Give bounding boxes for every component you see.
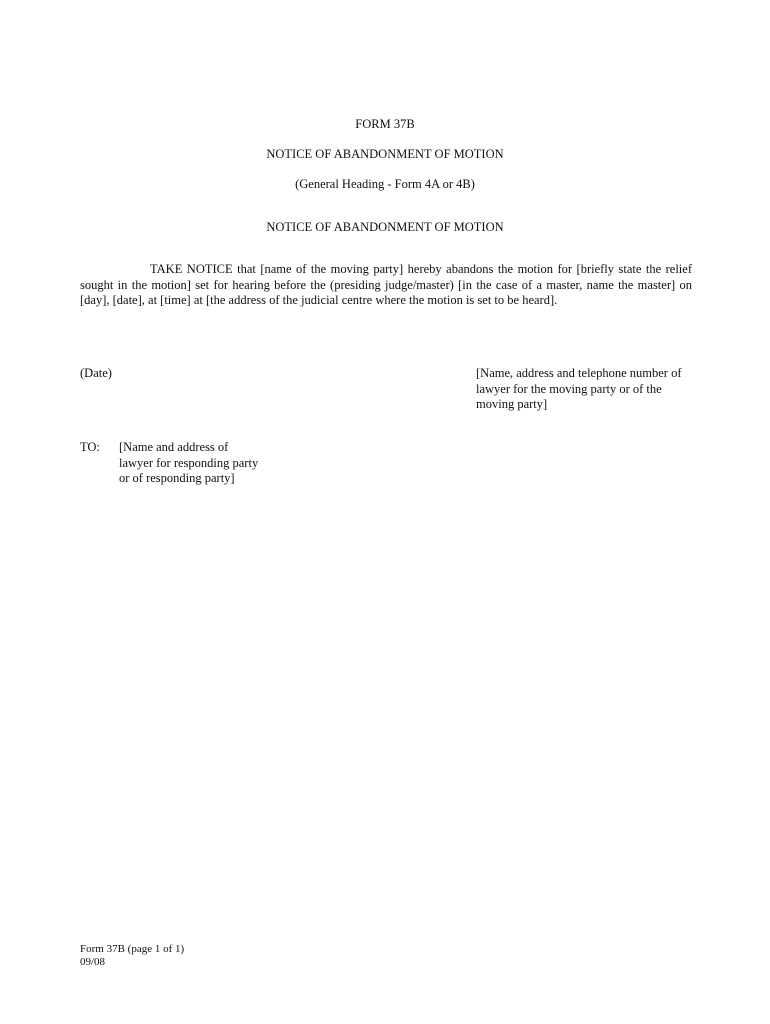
- notice-body-text: TAKE NOTICE that [name of the moving party] hereby abandons the motion for [briefly state the relief sought in the motion] set for hearing before the (presiding judge/master) [in the case of a master, name the master] on [day], [date], at [time] at [the address of the judicial centre where the motion is set to be heard].: [80, 262, 692, 307]
- page-footer: [80, 943, 184, 969]
- to-label: TO:: [80, 440, 100, 454]
- notice-title: NOTICE OF ABANDONMENT OF MOTION: [266, 147, 504, 161]
- notice-body-paragraph: [80, 262, 692, 309]
- form-number-title: FORM 37B: [355, 117, 415, 131]
- moving-party-lawyer-block: [Name, address and telephone number of lawyer for the moving party or of the moving party]: [476, 366, 682, 411]
- general-heading-reference: (General Heading - Form 4A or 4B): [295, 177, 475, 191]
- footer-page-info: Form 37B (page 1 of 1): [80, 943, 185, 955]
- notice-title-repeat: NOTICE OF ABANDONMENT OF MOTION: [266, 220, 504, 234]
- responding-party-block: [Name and address of lawyer for responding party or of responding party]: [119, 440, 259, 485]
- footer-revision-date: 09/08: [80, 956, 106, 968]
- date-placeholder: (Date): [80, 366, 112, 380]
